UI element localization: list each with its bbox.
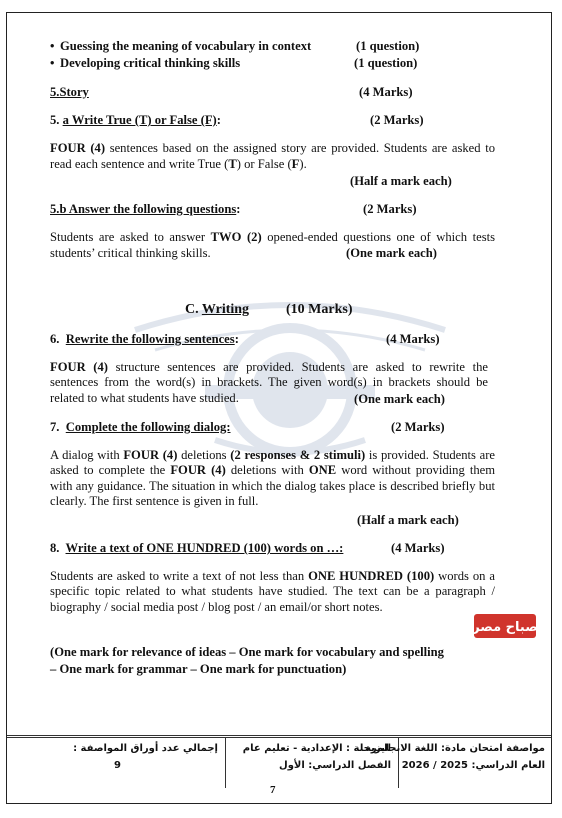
footer-total-label: إجمالي عدد أوراق المواصفة : <box>73 743 218 754</box>
q8-criteria-line-1: (One mark for relevance of ideas – One mark for vocabulary and spelling <box>50 645 444 659</box>
story-a-description: FOUR (4) sentences based on the assigned story are provided. Students are asked to read each sentence and write True (T) or False (F). <box>50 141 495 171</box>
footer-stage: المرحلة : الإعدادية - تعليم عام <box>242 743 391 754</box>
footer-year: العام الدراسي: 2025 / 2026 <box>401 760 545 771</box>
writing-heading: C. Writing <box>185 302 250 317</box>
writing-marks: (10 Marks) <box>286 302 353 317</box>
q7-note: (Half a mark each) <box>357 513 459 527</box>
story-b-note: (One mark each) <box>346 246 437 260</box>
stamp-text: صباح مصر <box>472 620 538 635</box>
q7-marks: (2 Marks) <box>391 420 445 434</box>
story-a-marks: (2 Marks) <box>370 113 424 127</box>
footer-divider <box>225 738 226 788</box>
story-b-marks: (2 Marks) <box>363 202 417 216</box>
footer-table <box>7 735 551 790</box>
stamp-graphic <box>432 608 538 644</box>
footer-term: الفصل الدراسي: الأول <box>279 760 391 771</box>
q8-marks: (4 Marks) <box>391 541 445 555</box>
q6-description: FOUR (4) structure sentences are provided. Students are asked to rewrite the sentences from the word(s) in brackets. The given word(s) in brackets should be related to what students have studied. <box>50 360 489 405</box>
q8-description: Students are asked to write a text of not less than ONE HUNDRED (100) words on a specific topic related to what students have studied. The text can be a paragraph / biography / social media post / blog post / an email/or short notes. <box>50 569 495 614</box>
q6-heading: 6. Rewrite the following sentences: <box>50 332 239 346</box>
page-number: 7 <box>270 784 276 796</box>
q6-note: (One mark each) <box>354 392 445 406</box>
q8-criteria-line-2: – One mark for grammar – One mark for punctuation) <box>50 662 347 676</box>
footer-spec-title: مواصفة امتحان مادة: اللغة الانجليزية <box>365 743 545 754</box>
page-border <box>6 12 552 804</box>
q8-heading: 8. Write a text of ONE HUNDRED (100) words on …: <box>50 541 344 555</box>
q6-marks: (4 Marks) <box>386 332 440 346</box>
story-heading: 5.Story <box>50 85 89 99</box>
bullet-item-vocabulary: • Guessing the meaning of vocabulary in context <box>50 39 312 53</box>
bullet-item-critical-thinking: • Developing critical thinking skills <box>50 56 241 70</box>
bullet-marks-vocabulary: (1 question) <box>356 39 420 53</box>
q7-description: A dialog with FOUR (4) deletions (2 responses & 2 stimuli) is provided. Students are asked to complete the FOUR (4) deletions with ONE word without providing them with any guidance. The situation in which the dialog takes place is described briefly but clearly. The first sentence is given in full. <box>50 448 496 509</box>
story-b-description: Students are asked to answer TWO (2) opened-ended questions one of which tests students’ critical thinking skills. <box>50 230 496 260</box>
story-marks: (4 Marks) <box>359 85 413 99</box>
bullet-marks-critical-thinking: (1 question) <box>354 56 418 70</box>
bullet-icon: • <box>50 39 55 53</box>
story-a-note: (Half a mark each) <box>350 174 452 188</box>
q7-heading: 7. Complete the following dialog: <box>50 420 231 434</box>
story-b-heading: 5.b Answer the following questions: <box>50 202 241 216</box>
footer-total-value: 9 <box>114 760 121 771</box>
bullet-icon: • <box>50 56 55 70</box>
story-a-heading: 5. a Write True (T) or False (F): <box>50 113 221 127</box>
sabah-masr-stamp <box>432 608 538 644</box>
